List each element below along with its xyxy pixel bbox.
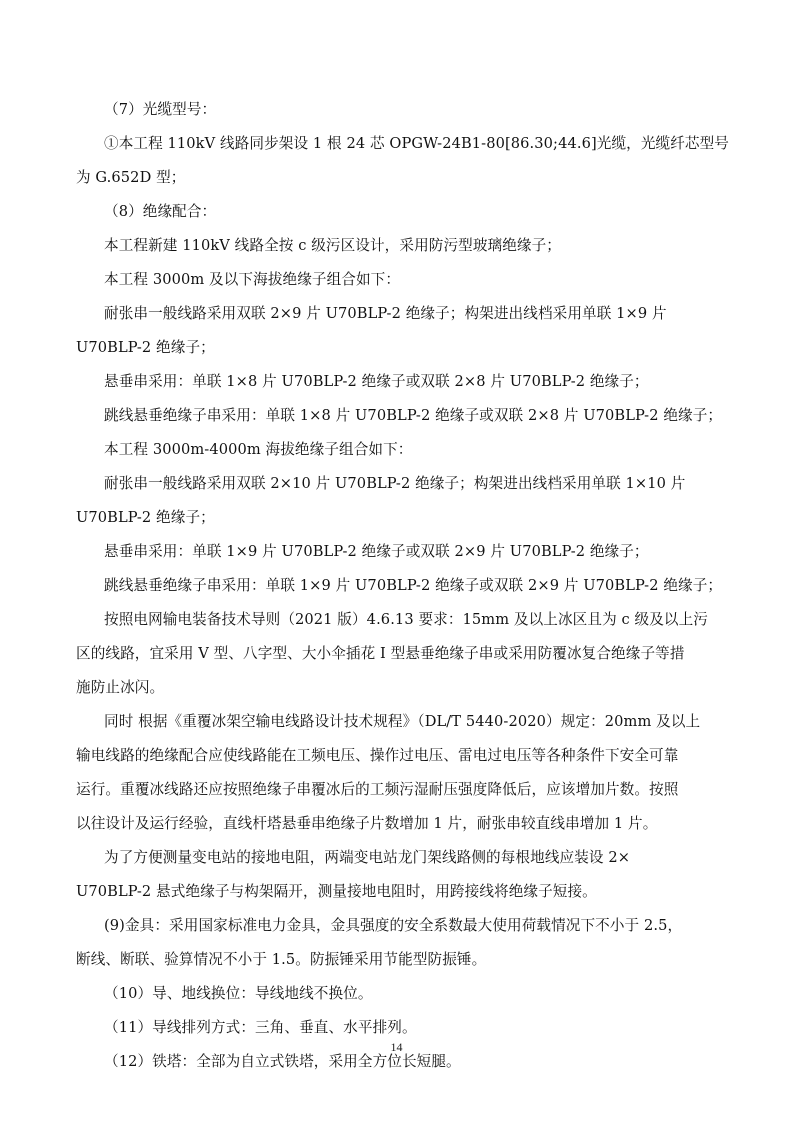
text-line: 本工程 3000m 及以下海拔绝缘子组合如下： bbox=[104, 271, 401, 288]
text-line: （11）导线排列方式：三角、垂直、水平排列。 bbox=[104, 1019, 417, 1036]
text-block bbox=[76, 93, 730, 1079]
text-line: 耐张串一般线路采用双联 2×9 片 U70BLP-2 绝缘子；构架进出线档采用单联 1×9 片 bbox=[104, 305, 667, 322]
text-line: 耐张串一般线路采用双联 2×10 片 U70BLP-2 绝缘子；构架进出线档采用单联 1×10 片 bbox=[104, 475, 686, 492]
text-line: 本工程 3000m-4000m 海拔绝缘子组合如下： bbox=[104, 441, 413, 458]
text-line: 运行。重覆冰线路还应按照绝缘子串覆冰后的工频污湿耐压强度降低后，应该增加片数。按照 bbox=[76, 781, 679, 798]
text-line: 跳线悬垂绝缘子串采用：单联 1×8 片 U70BLP-2 绝缘子或双联 2×8 片 U70BLP-2 绝缘子； bbox=[104, 407, 723, 424]
text-line: 施防止冰闪。 bbox=[76, 679, 165, 696]
text-line: U70BLP-2 绝缘子； bbox=[76, 509, 215, 526]
text-line: （12）铁塔：全部为自立式铁塔，采用全方位长短腿。 bbox=[104, 1053, 461, 1070]
text-line: （8）绝缘配合： bbox=[104, 203, 217, 220]
text-line: (9)金具：采用国家标准电力金具，金具强度的安全系数最大使用荷载情况下不小于 2.5， bbox=[104, 917, 683, 934]
text-line: 悬垂串采用：单联 1×9 片 U70BLP-2 绝缘子或双联 2×9 片 U70BLP-2 绝缘子； bbox=[104, 543, 649, 560]
text-line: （10）导、地线换位：导线地线不换位。 bbox=[104, 985, 373, 1002]
text-line: 同时 根据《重覆冰架空输电线路设计技术规程》（DL/T 5440-2020）规定：20mm 及以上 bbox=[104, 713, 701, 730]
text-line: （7）光缆型号： bbox=[104, 101, 217, 118]
text-line: 悬垂串采用：单联 1×8 片 U70BLP-2 绝缘子或双联 2×8 片 U70BLP-2 绝缘子； bbox=[104, 373, 649, 390]
text-line: ①本工程 110kV 线路同步架设 1 根 24 芯 OPGW-24B1-80[86.30;44.6]光缆，光缆纤芯型号 bbox=[104, 135, 730, 152]
text-line: 为了方便测量变电站的接地电阻，两端变电站龙门架线路侧的每根地线应装设 2× bbox=[104, 849, 631, 866]
text-line: 以往设计及运行经验，直线杆塔悬垂串绝缘子片数增加 1 片，耐张串较直线串增加 1 片。 bbox=[76, 815, 658, 832]
text-line: 本工程新建 110kV 线路全按 c 级污区设计，采用防污型玻璃绝缘子； bbox=[104, 237, 562, 254]
text-line: 断线、断联、验算情况不小于 1.5。防振锤采用节能型防振锤。 bbox=[76, 951, 487, 968]
page-number: 14 bbox=[390, 1040, 403, 1054]
body-text bbox=[76, 93, 730, 1079]
text-line: U70BLP-2 悬式绝缘子与构架隔开，测量接地电阻时，用跨接线将绝缘子短接。 bbox=[76, 883, 597, 900]
text-line: 区的线路，宜采用 V 型、八字型、大小伞插花 I 型悬垂绝缘子串或采用防覆冰复合绝缘子等措 bbox=[76, 645, 685, 662]
text-line: 输电线路的绝缘配合应使线路能在工频电压、操作过电压、雷电过电压等各种条件下安全可靠 bbox=[76, 747, 679, 764]
text-line: 按照电网输电装备技术导则（2021 版）4.6.13 要求：15mm 及以上冰区且为 c 级及以上污 bbox=[104, 611, 708, 628]
text-line: 为 G.652D 型； bbox=[76, 169, 186, 186]
text-line: U70BLP-2 绝缘子； bbox=[76, 339, 215, 356]
text-line: 跳线悬垂绝缘子串采用：单联 1×9 片 U70BLP-2 绝缘子或双联 2×9 片 U70BLP-2 绝缘子； bbox=[104, 577, 723, 594]
